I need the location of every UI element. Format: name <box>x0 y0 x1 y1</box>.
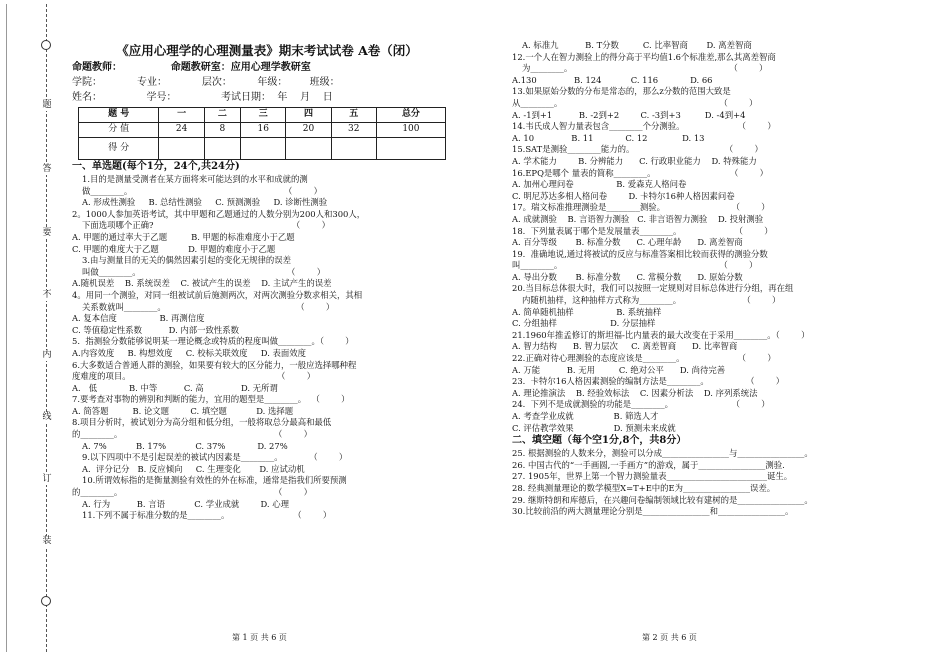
table-cell: 32 <box>331 123 376 138</box>
question-line: 19. 准确地说,通过将被试的反应与标准答案相比较而获得的测验分数 <box>512 248 768 259</box>
seal-char: 订 <box>40 474 54 485</box>
seal-char: 装 <box>40 536 54 547</box>
question-line: A. 行为 B. 言语 C. 学业成就 D. 心理 <box>82 498 289 509</box>
score-table <box>78 107 446 160</box>
table-cell: 二 <box>204 108 240 123</box>
table-cell: 总分 <box>376 108 445 123</box>
table-cell: 四 <box>286 108 331 123</box>
question-line: C. 分组抽样 D. 分层抽样 <box>512 318 656 329</box>
question-line: 24. 下列不是成就测验的功能是________。 （ ） <box>512 399 770 410</box>
question-line: 下面选项哪个正确? （ ） <box>82 220 330 231</box>
question-line: A. 智力结构 B. 智力层次 C. 离差智商 D. 比率智商 <box>512 341 738 352</box>
question-line: A. 学术能力 B. 分辨能力 C. 行政职业能力 D. 特殊能力 <box>512 155 757 166</box>
binding-hole-icon <box>41 596 51 606</box>
score-table-defen-row <box>79 138 446 160</box>
page-2 <box>512 0 912 658</box>
exam-title: 《应用心理学的心理测量表》期末考试试卷 A卷（闭） <box>116 43 418 58</box>
question-line: 17。瑞文标准推理测验是________测验。 （ ） <box>512 202 770 213</box>
table-cell: 题 号 <box>79 108 159 123</box>
question-line: 3.由与测量目的无关的偶然因素引起的变化无规律的误差 <box>82 255 291 266</box>
question-line: 度难度的项目。 （ ） <box>72 371 316 382</box>
question-line: C. 甲题的难度大于乙题 D. 甲题的难度小于乙题 <box>72 243 276 254</box>
page-1-questions <box>72 160 462 522</box>
question-line: 2。1000人参加英语考试，其中甲题和乙题通过的人数分别为200人和300人， <box>72 208 366 219</box>
seal-char: 题 <box>40 100 54 111</box>
table-cell: 一 <box>159 108 204 123</box>
question-line: C. 明尼苏达多相人格问卷 D. 卡特尔16种人格因素问卷 <box>512 190 735 201</box>
table-cell: 8 <box>204 123 240 138</box>
question-line: 8.项目分析时，被试划分为高分组和低分组，一般将取总分最高和最低 <box>72 417 332 428</box>
question-line: 内随机抽样，这种抽样方式称为________。 （ ） <box>522 295 781 306</box>
question-line: 22.正确对待心理测验的态度应该是________。 （ ） <box>512 353 776 364</box>
question-line: A. 标准九 B. T分数 C. 比率智商 D. 离差智商 <box>522 40 752 50</box>
question-line: 4。用同一个测验，对同一组被试前后施测两次，对两次测验分数求相关，其相 <box>72 289 363 300</box>
question-line: A. 评分记分 B. 反应倾向 C. 生理变化 D. 应试动机 <box>82 463 305 474</box>
question-line: 叫________。 （ ） <box>512 260 758 271</box>
question-line: A. 万能 B. 无用 C. 绝对公平 D. 尚待完善 <box>512 364 726 375</box>
seal-char: 不 <box>40 290 54 301</box>
question-line: 关系数就叫________。 （ ） <box>82 301 335 312</box>
binding-hole-icon <box>41 40 51 50</box>
question-line: 16.EPQ是哪个 量表的简称________。 （ ） <box>512 167 769 178</box>
exam-info-college: 学院： 专业： 层次： 年级： 班级： <box>72 77 340 88</box>
seal-char: 答 <box>40 164 54 175</box>
question-line: A. 考查学业成就 B. 筛选人才 <box>512 411 659 421</box>
table-cell: 五 <box>331 108 376 123</box>
question-line: A. 加州心理问卷 B. 爱森克人格问卷 <box>512 179 687 190</box>
binding-margin <box>0 0 58 658</box>
score-input-cell[interactable] <box>376 138 445 160</box>
question-line: 13.如果原始分数的分布是常态的，那么z分数的范围大致是 <box>512 86 731 97</box>
table-cell: 得 分 <box>79 138 159 160</box>
question-line: A.内容效度 B. 构想效度 C. 校标关联效度 D. 表面效度 <box>72 347 307 358</box>
question-line: 11.下列不属于标准分数的是________。 （ ） <box>82 510 332 521</box>
question-line: 从________。 （ ） <box>512 97 758 108</box>
seal-char: 内 <box>40 350 54 361</box>
question-line: A.130 B. 124 C. 116 D. 66 <box>512 74 713 85</box>
seal-char: 要 <box>40 228 54 239</box>
question-line: A. 成就测验 B. 言语智力测验 C. 非言语智力测验 D. 投射测验 <box>512 213 764 224</box>
score-input-cell[interactable] <box>331 138 376 160</box>
question-line: A. 10 B. 11 C. 12 D. 13 <box>512 132 705 143</box>
question-line: 23. 卡特尔16人格因素测验的编制方法是________。 （ ） <box>512 376 785 387</box>
question-line: 6.大多数适合普通人群的测验，如果要有较大的区分能力，一般应选择哪种程 <box>72 359 357 370</box>
table-cell: 分 值 <box>79 123 159 138</box>
section-heading: 一、单选题(每个1分，24个,共24分) <box>72 161 240 172</box>
question-line: A. 复本信度 B. 再测信度 <box>72 313 205 324</box>
question-line: 20.当目标总体很大时，我们可以按照一定规则对目标总体进行分组，再在组 <box>512 283 794 294</box>
page-2-questions <box>512 40 912 518</box>
question-line: 14.韦氏成人智力量表包含________个分测验。 （ ） <box>512 121 776 132</box>
seal-char: 线 <box>40 412 54 423</box>
score-table-value-row <box>79 123 446 138</box>
table-cell: 16 <box>241 123 286 138</box>
question-line: 的________。 （ ） <box>72 429 313 440</box>
question-line: 叫做________。 （ ） <box>82 266 326 277</box>
question-line: 21.1960年推孟修订的斯坦福-比内量表的最大改变在于采用________。（ ） <box>512 329 810 340</box>
question-line: 9.以下四项中不是引起误差的被试内因素是________。 （ ） <box>82 452 348 463</box>
question-line: 1.目的是测量受测者在某方面将来可能达到的水平和成就的测 <box>82 174 308 184</box>
question-line: 10.所谓效标指的是衡量测验有效性的外在标准，通常是指我们所要预测 <box>82 475 347 486</box>
exam-info-teacher: 命题教师： 命题教研室：应用心理学教研室 <box>72 62 311 73</box>
question-line: 18. 下列量表属于哪个是发展量表________。 （ ） <box>512 225 773 236</box>
question-line: A. 形成性测验 B. 总结性测验 C. 预测测验 D. 诊断性测验 <box>82 197 328 208</box>
question-line: 25. 根据测验的人数来分，测验可以分成________________与________________。 <box>512 448 813 459</box>
exam-info-student: 姓名： 学号： 考试日期： 年 月 日 <box>72 92 333 103</box>
section-heading: 二、填空题（每个空1分,8个，共8分） <box>512 435 687 447</box>
question-line: 29. 继斯特朗和库德后，在兴趣问卷编制领域比较有建树的是________________。 <box>512 494 813 505</box>
score-input-cell[interactable] <box>204 138 240 160</box>
question-line: C. 评估教学效果 D. 预测未来成就 <box>512 422 676 433</box>
page-number: 第 1 页 共 6 页 <box>232 633 287 642</box>
question-line: 15.SAT是测验________能力的。 （ ） <box>512 144 763 155</box>
score-input-cell[interactable] <box>241 138 286 160</box>
question-line: 为________。 （ ） <box>522 63 768 74</box>
score-input-cell[interactable] <box>286 138 331 160</box>
table-cell: 24 <box>159 123 204 138</box>
question-line: A. 理论推演法 B. 经验效标法 C. 因素分析法 D. 序列系统法 <box>512 387 758 398</box>
question-line: C. 等值稳定性系数 D. 内部一致性系数 <box>72 324 240 335</box>
question-line: 27. 1905年，世界上第一个智力测验量表________________________诞生。 <box>512 471 793 482</box>
question-line: 12.一个人在智力测验上的得分高于平均值1.6个标准差,那么其离差智商 <box>512 51 776 62</box>
question-line: 26. 中国古代的“一手画圆,一手画方”的游戏，属于________________测验. <box>512 459 785 470</box>
question-line: A. 简单随机抽样 B. 系统抽样 <box>512 306 662 317</box>
question-line: 30.比较前沿的两大测量理论分别是________________和________________。 <box>512 506 794 517</box>
score-input-cell[interactable] <box>159 138 204 160</box>
table-cell: 20 <box>286 123 331 138</box>
table-cell: 100 <box>376 123 445 138</box>
question-line: 5. 指测验分数能够说明某一理论概念或特质的程度叫做________。（ ） <box>72 336 354 347</box>
question-line: A. 百分等级 B. 标准分数 C. 心理年龄 D. 离差智商 <box>512 237 743 248</box>
question-line: 的________。 （ ） <box>72 487 313 498</box>
table-cell: 三 <box>241 108 286 123</box>
page-number: 第 2 页 共 6 页 <box>642 633 697 642</box>
question-line: 做________。 （ ） <box>82 185 323 196</box>
question-line: A. -1到+1 B. -2到+2 C. -3到+3 D. -4到+4 <box>512 109 746 120</box>
question-line: A.随机误差 B. 系统误差 C. 被试产生的误差 D. 主试产生的误差 <box>72 278 332 289</box>
question-line: 28. 经典测量理论的数学模型X=T+E中的E为________________误差。 <box>512 482 776 493</box>
score-table-header-row <box>79 108 446 123</box>
question-line: A. 7% B. 17% C. 37% D. 27% <box>82 440 288 451</box>
question-line: A. 导出分数 B. 标准分数 C. 常模分数 D. 原始分数 <box>512 271 743 282</box>
margin-rule <box>6 4 7 652</box>
page-1 <box>72 0 462 658</box>
question-line: 7.要考查对事物的辨别和判断的能力，宜用的题型是________。 （ ） <box>72 394 350 405</box>
question-line: A. 简答题 B. 论文题 C. 填空题 D. 选择题 <box>72 405 294 416</box>
question-line: A. 低 B. 中等 C. 高 D. 无所谓 <box>72 382 278 393</box>
question-line: A. 甲题的通过率大于乙题 B. 甲题的标准难度小于乙题 <box>72 231 295 242</box>
